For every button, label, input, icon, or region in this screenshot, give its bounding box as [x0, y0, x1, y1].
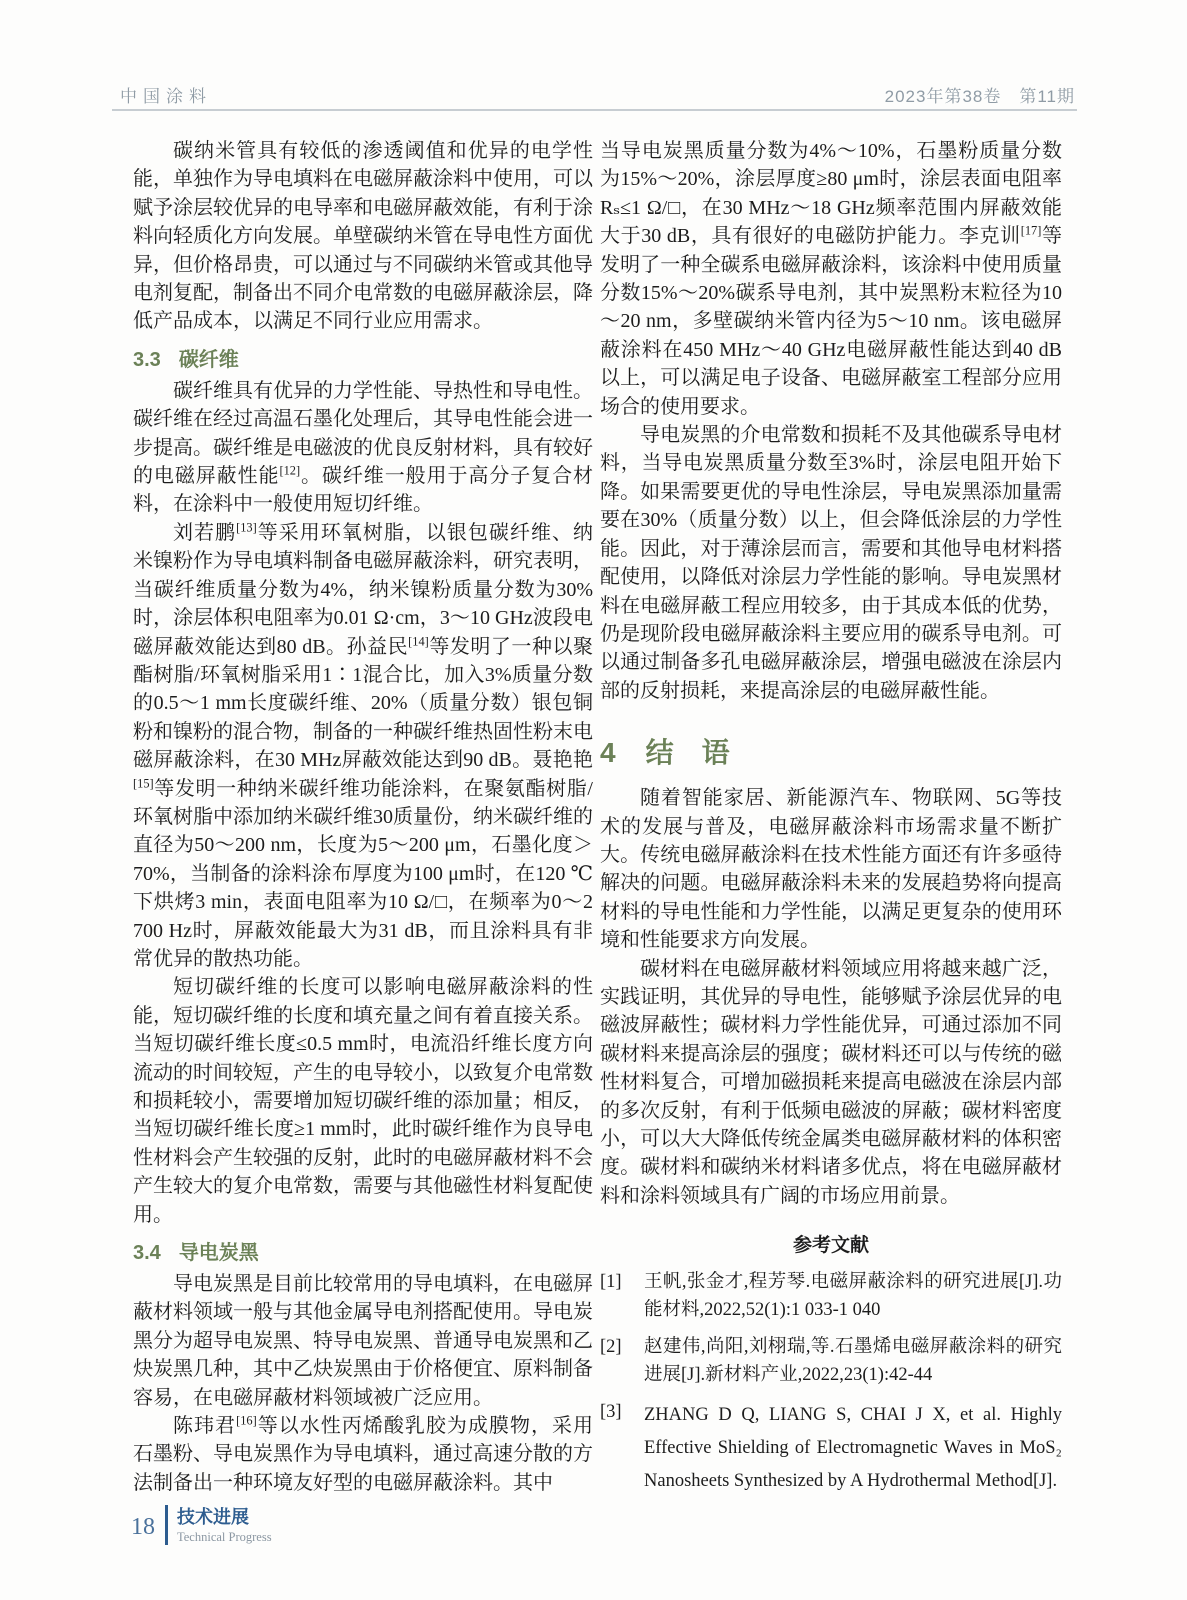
reference-item-1	[600, 1269, 1062, 1324]
issue-info: 2023年第38卷 第11期	[884, 87, 1075, 106]
paragraph-carbon-black-properties: 导电炭黑的介电常数和损耗不及其他碳系导电材料，当导电炭黑质量分数至3%时，涂层电阻开始下降。如果需要更优的导电性涂层，导电炭黑添加量需要在30%（质量分数）以上，但会降低涂层的力学性能。因此，对于薄涂层而言，需要和其他导电材料搭配使用，以降低对涂层力学性能的影响。导电炭黑材料在电磁屏蔽工程应用较多，由于其成本低的优势，仍是现阶段电磁屏蔽涂料主要应用的碳系导电剂。可以通过制备多孔电磁屏蔽涂层，增强电磁波在涂层内部的反射损耗，来提高涂层的电磁屏蔽性能。	[600, 424, 1062, 702]
paragraph-carbon-black-continued: 当导电炭黑质量分数为4%～10%，石墨粉质量分数为15%～20%，涂层厚度≥80 μm时，涂层表面电阻率Rₛ≤1 Ω/□，在30 MHz～18 GHz频率范围内屏蔽效能大于30 dB，具有很好的电磁防护能力。李克训[17]等发明了一种全碳系电磁屏蔽涂料，该涂料中使用质量分数15%～20%碳系导电剂，其中炭黑粉末粒径为10～20 nm，多壁碳纳米管内径为5～10 nm。该电磁屏蔽涂料在450 MHz～40 GHz电磁屏蔽性能达到40 dB以上，可以满足电子设备、电磁屏蔽室工程部分应用场合的使用要求。	[600, 140, 1063, 418]
reference-number: [2]	[600, 1337, 622, 1358]
reference-item-2	[600, 1334, 1062, 1389]
section-number: 3.4	[133, 1242, 161, 1265]
reference-item-3	[600, 1399, 1062, 1498]
paragraph-conclusion-outlook: 碳材料在电磁屏蔽材料领域应用将越来越广泛，实践证明，其优异的导电性，能够赋予涂层优异的电磁波屏蔽性；碳材料力学性能优异，可通过添加不同碳材料来提高涂层的强度；碳材料还可以与传统的磁性材料复合，可增加磁损耗来提高电磁波在涂层内部的多次反射，有利于低频电磁波的屏蔽；碳材料密度小，可以大大降低传统金属类电磁屏蔽材料的体积密度。碳材料和碳纳米材料诸多优点，将在电磁屏蔽材料和涂料领域具有广阔的市场应用前景。	[600, 957, 1062, 1207]
page-number: 18	[131, 1514, 155, 1540]
reference-text: ZHANG D Q, LIANG S, CHAI J X, et al. Highly Effective Shielding of Electromagnetic Waves in MoS₂ Nanosheets Synthesized by A Hydrothermal Method[J].	[644, 1405, 1062, 1492]
paragraph-carbon-black-intro: 导电炭黑是目前比较常用的导电填料，在电磁屏蔽材料领域一般与其他金属导电剂搭配使用。导电炭黑分为超导电炭黑、特导电炭黑、普通导电炭黑和乙炔炭黑几种，其中乙炔炭黑由于价格便宜、原料制备容易，在电磁屏蔽材料领域被广泛应用。	[133, 1273, 593, 1409]
page-header	[120, 82, 1075, 107]
section-title: 碳纤维	[178, 348, 239, 371]
paragraph-carbon-fiber-intro: 碳纤维具有优异的力学性能、导热性和导电性。碳纤维在经过高温石墨化处理后，其导电性能会进一步提高。碳纤维是电磁波的优良反射材料，具有较好的电磁屏蔽性能[12]。碳纤维一般用于高分子复合材料，在涂料中一般使用短切纤维。	[133, 379, 594, 516]
section-number: 3.3	[133, 348, 161, 371]
section-number: 4	[600, 737, 616, 769]
left-column	[133, 137, 593, 1497]
reference-number: [1]	[600, 1272, 622, 1293]
section-title: 结 语	[645, 737, 730, 769]
paragraph-carbon-fiber-studies: 刘若鹏[13]等采用环氧树脂，以银包碳纤维、纳米镍粉作为导电填料制备电磁屏蔽涂料，研究表明，当碳纤维质量分数为4%，纳米镍粉质量分数为30%时，涂层体积电阻率为0.01 Ω·cm，3～10 GHz波段电磁屏蔽效能达到80 dB。孙益民[14]等发明了一种以聚酯树脂/环氧树脂采用1∶1混合比，加入3%质量分数的0.5～1 mm长度碳纤维、20%（质量分数）银包铜粉和镍粉的混合物，制备的一种碳纤维热固性粉末电磁屏蔽涂料，在30 MHz屏蔽效能达到90 dB。聂艳艳[15]等发明一种纳米碳纤维功能涂料，在聚氨酯树脂/环氧树脂中添加纳米碳纤维30质量份，纳米碳纤维的直径为50～200 nm，长度为5～200 μm，石墨化度＞70%，当制备的涂料涂布厚度为100 μm时，在120 ℃下烘烤3 min，表面电阻率为10 Ω/□，在频率为0～2 700 Hz时，屏蔽效能最大为31 dB，而且涂料具有非常优异的散热功能。	[133, 520, 594, 970]
footer-section-labels	[177, 1505, 272, 1545]
paragraph-chopped-fiber-length: 短切碳纤维的长度可以影响电磁屏蔽涂料的性能，短切碳纤维的长度和填充量之间有着直接关系。当短切碳纤维长度≤0.5 mm时，电流沿纤维长度方向流动的时间较短，产生的电导较小，以致复介电常数和损耗较小，需要增加短切碳纤维的添加量；相反，当短切碳纤维长度≥1 mm时，此时碳纤维作为良导电性材料会产生较强的反射，此时的电磁屏蔽材料不会产生较大的复介电常数，需要与其他磁性材料复配使用。	[133, 976, 593, 1226]
references-title: 参考文献	[792, 1235, 869, 1257]
footer-section-cn: 技术进展	[177, 1507, 249, 1527]
section-heading-3-4	[133, 1236, 593, 1265]
section-title: 导电炭黑	[178, 1242, 259, 1265]
footer-divider-bar	[165, 1505, 168, 1545]
paragraph-conclusion-market: 随着智能家居、新能源汽车、物联网、5G等技术的发展与普及，电磁屏蔽涂料市场需求量不断扩大。传统电磁屏蔽涂料在技术性能方面还有许多亟待解决的问题。电磁屏蔽涂料未来的发展趋势将向提高材料的导电性能和力学性能，以满足更复杂的使用环境和性能要求方向发展。	[600, 787, 1062, 952]
header-rule	[112, 109, 1077, 111]
page-footer	[131, 1505, 272, 1545]
footer-section-en: Technical Progress	[177, 1530, 272, 1544]
reference-text: 王帆,张金才,程芳琴.电磁屏蔽涂料的研究进展[J].功能材料,2022,52(1):1 033-1 040	[644, 1272, 1062, 1320]
paragraph-carbon-black-study: 陈玮君[16]等以水性丙烯酸乳胶为成膜物，采用石墨粉、导电炭黑作为导电填料，通过高速分散的方法制备出一种环境友好型的电磁屏蔽涂料。其中	[133, 1413, 594, 1494]
section-heading-3-3	[133, 343, 593, 372]
section-heading-4-conclusion	[600, 731, 1062, 771]
reference-text: 赵建伟,尚阳,刘栩瑞,等.石墨烯电磁屏蔽涂料的研究进展[J].新材料产业,2022,23(1):42-44	[644, 1337, 1062, 1385]
right-column	[600, 137, 1062, 1508]
journal-title: 中国涂料	[120, 87, 212, 106]
reference-number: [3]	[600, 1402, 622, 1423]
paragraph-carbon-nanotube: 碳纳米管具有较低的渗透阈值和优异的电学性能，单独作为导电填料在电磁屏蔽涂料中使用，可以赋予涂层较优异的电导率和电磁屏蔽效能，有利于涂料向轻质化方向发展。单壁碳纳米管在导电性方面优异，但价格昂贵，可以通过与不同碳纳米管或其他导电剂复配，制备出不同介电常数的电磁屏蔽涂层，降低产品成本，以满足不同行业应用需求。	[133, 140, 593, 333]
